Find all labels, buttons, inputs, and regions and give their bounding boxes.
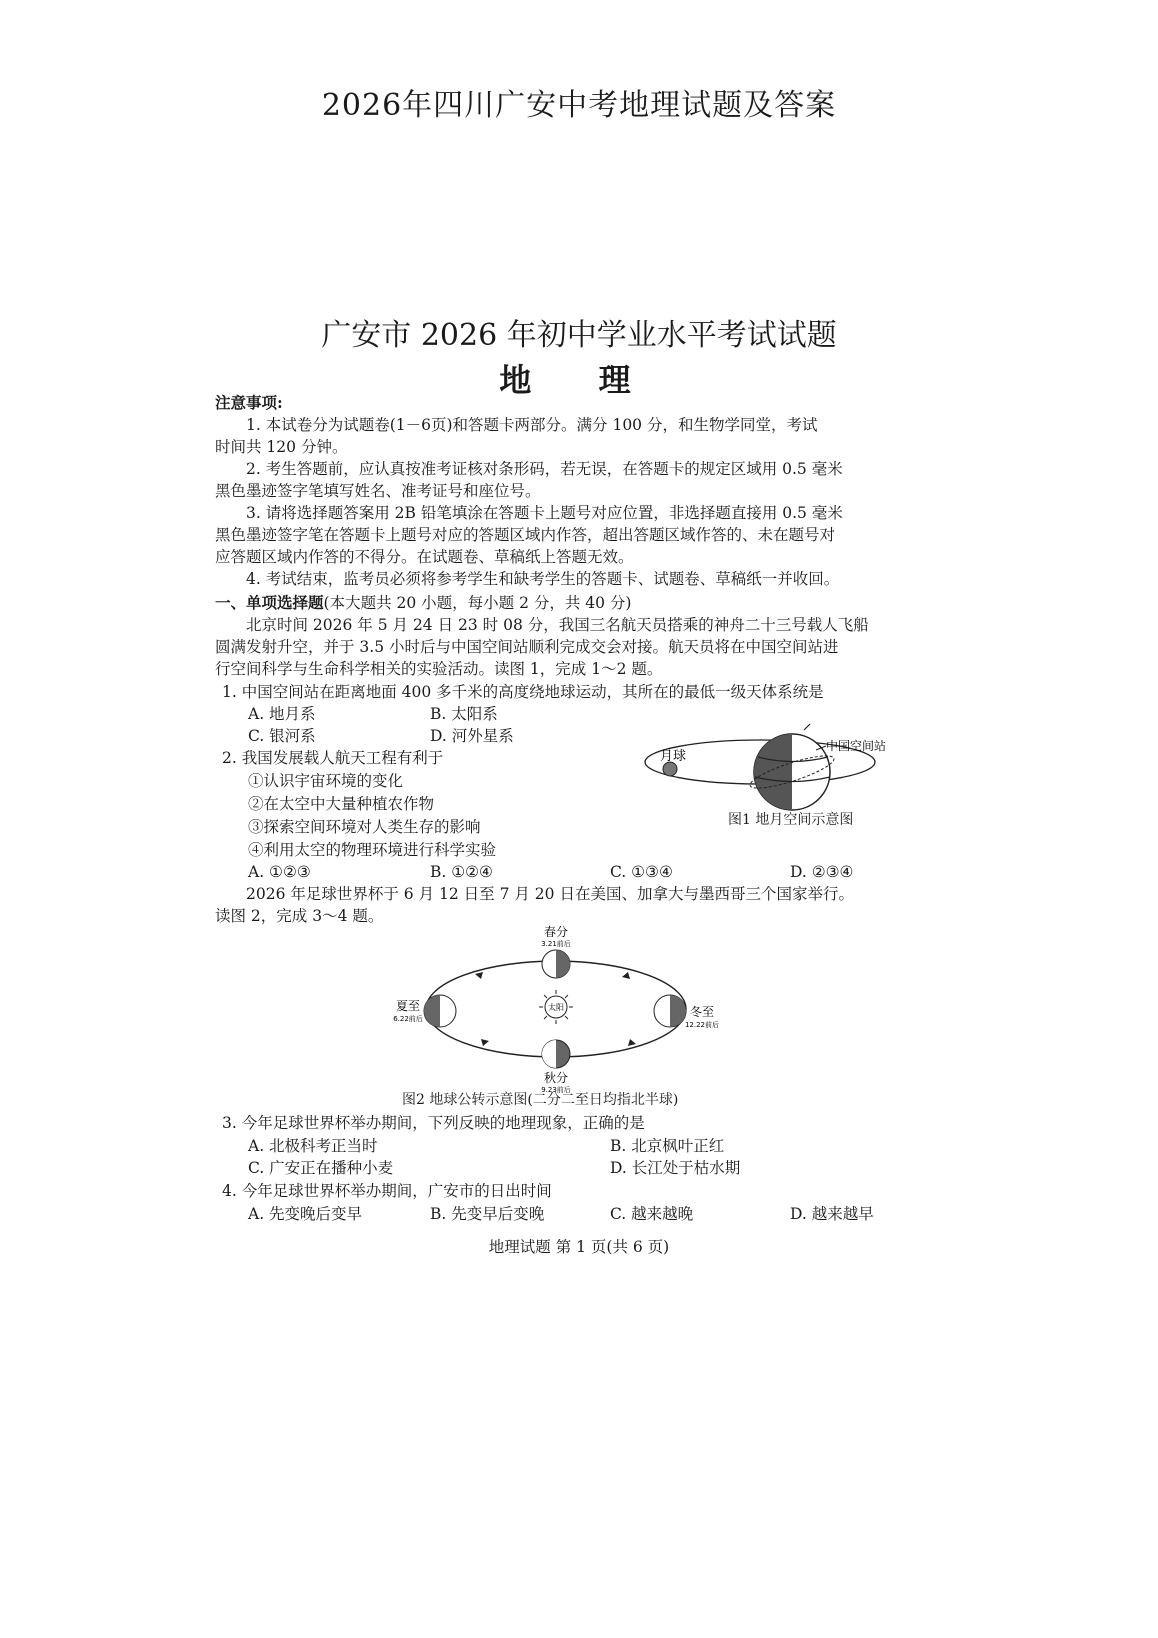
orbit-arrow-icon: [622, 972, 630, 979]
question-2-item: ④利用太空的物理环境进行科学实验: [248, 841, 497, 859]
document-title: 2026年四川广安中考地理试题及答案: [321, 88, 837, 123]
passage-line: 读图 2，完成 3～4 题。: [215, 907, 384, 925]
question-2-option-b: B. ①②④: [430, 863, 493, 881]
question-1-option-d: D. 河外星系: [430, 727, 514, 745]
subject-title: 地 理: [499, 361, 659, 399]
moon-label: 月球: [660, 749, 687, 764]
figure-1-caption: 图1 地月空间示意图: [728, 812, 854, 828]
notice-heading: 注意事项:: [215, 393, 283, 412]
section-title: 一、单项选择题: [215, 593, 324, 612]
question-1-option-a: A. 地月系: [248, 705, 316, 723]
section-note: (本大题共 20 小题，每小题 2 分，共 40 分): [323, 594, 632, 612]
orbit-arrow-icon: [481, 1039, 489, 1046]
notice-line: 2. 考生答题前，应认真按准考证核对条形码，若无误，在答题卡的规定区域用 0.5 毫米: [246, 460, 843, 478]
question-3-option-a: A. 北极科考正当时: [248, 1137, 378, 1155]
question-2-option-a: A. ①②③: [248, 863, 311, 881]
question-1-option-b: B. 太阳系: [430, 705, 498, 723]
orbit-arrow-icon: [475, 972, 483, 979]
notice-line: 4. 考试结束，监考员必须将参考学生和缺考学生的答题卡、试题卷、草稿纸一并收回。: [246, 570, 840, 588]
spring-label: 春分: [543, 925, 569, 939]
question-3-stem: 3. 今年足球世界杯举办期间，下列反映的地理现象，正确的是: [222, 1114, 645, 1132]
question-4-option-d: D. 越来越早: [790, 1205, 874, 1223]
spring-date: 3.21前后: [541, 940, 571, 948]
question-2-option-d: D. ②③④: [790, 863, 854, 881]
summer-date: 6.22前后: [393, 1015, 423, 1023]
earth-spring-icon: [542, 950, 570, 978]
question-4-stem: 4. 今年足球世界杯举办期间，广安市的日出时间: [222, 1182, 552, 1200]
question-2-item: ③探索空间环境对人类生存的影响: [248, 818, 481, 836]
station-label: 中国空间站: [826, 739, 887, 753]
orbit-arrow-icon: [628, 1039, 636, 1046]
question-3-option-d: D. 长江处于枯水期: [610, 1159, 741, 1177]
question-4-option-b: B. 先变早后变晚: [430, 1205, 545, 1223]
winter-label: 冬至: [689, 1005, 715, 1019]
exam-title: 广安市 2026 年初中学业水平考试试题: [321, 318, 837, 353]
passage-line: 2026 年足球世界杯于 6 月 12 日至 7 月 20 日在美国、加拿大与墨西哥三个国家举行。: [246, 885, 854, 903]
earth-icon: [747, 724, 836, 810]
question-3-option-b: B. 北京枫叶正红: [610, 1137, 725, 1155]
question-2-stem: 2. 我国发展载人航天工程有利于: [222, 749, 444, 767]
earth-autumn-icon: [542, 1040, 570, 1068]
figure-2-earth-revolution-diagram: [388, 924, 728, 1096]
notice-line: 时间共 120 分钟。: [215, 438, 348, 456]
question-3-option-c: C. 广安正在播种小麦: [248, 1159, 394, 1177]
passage-line: 北京时间 2026 年 5 月 24 日 23 时 08 分，我国三名航天员搭乘的神舟二十三号载人飞船: [246, 616, 869, 634]
summer-label: 夏至: [395, 999, 421, 1013]
notice-line: 应答题区域内作答的不得分。在试题卷、草稿纸上答题无效。: [215, 548, 634, 566]
question-1-stem: 1. 中国空间站在距离地面 400 多千米的高度绕地球运动，其所在的最低一级天体系统是: [222, 683, 824, 701]
question-4-option-a: A. 先变晚后变早: [248, 1205, 363, 1223]
autumn-date: 9.23前后: [541, 1086, 571, 1094]
figure-2-caption: 图2 地球公转示意图(二分二至日均指北半球): [402, 1092, 679, 1108]
notice-line: 1. 本试卷分为试题卷(1－6页)和答题卡两部分。满分 100 分，和生物学同堂，考试: [246, 416, 818, 434]
autumn-label: 秋分: [543, 1071, 569, 1085]
notice-line: 3. 请将选择题答案用 2B 铅笔填涂在答题卡上题号对应位置，非选择题直接用 0.5 毫米: [246, 504, 843, 522]
notice-line: 黑色墨迹签字笔填写姓名、准考证号和座位号。: [215, 482, 541, 500]
question-2-option-c: C. ①③④: [610, 863, 673, 881]
question-2-item: ②在太空中大量种植农作物: [248, 795, 435, 813]
winter-date: 12.22前后: [684, 1021, 720, 1029]
section-heading: [215, 592, 631, 614]
question-4-option-c: C. 越来越晚: [610, 1205, 694, 1223]
question-2-item: ①认识宇宙环境的变化: [248, 772, 404, 790]
page-footer: 地理试题 第 1 页(共 6 页): [488, 1238, 670, 1256]
passage-line: 圆满发射升空，并于 3.5 小时后与中国空间站顺利完成交会对接。航天员将在中国空间站进: [215, 638, 839, 656]
passage-line: 行空间科学与生命科学相关的实验活动。读图 1，完成 1～2 题。: [215, 660, 663, 678]
sun-label: 太阳: [548, 1003, 564, 1012]
notice-line: 黑色墨迹签字笔在答题卡上题号对应的答题区域内作答，超出答题区域作答的、未在题号对: [215, 526, 836, 544]
moon-icon: [663, 762, 677, 776]
earth-winter-icon: [654, 995, 686, 1027]
earth-summer-icon: [424, 995, 456, 1027]
question-1-option-c: C. 银河系: [248, 727, 316, 745]
